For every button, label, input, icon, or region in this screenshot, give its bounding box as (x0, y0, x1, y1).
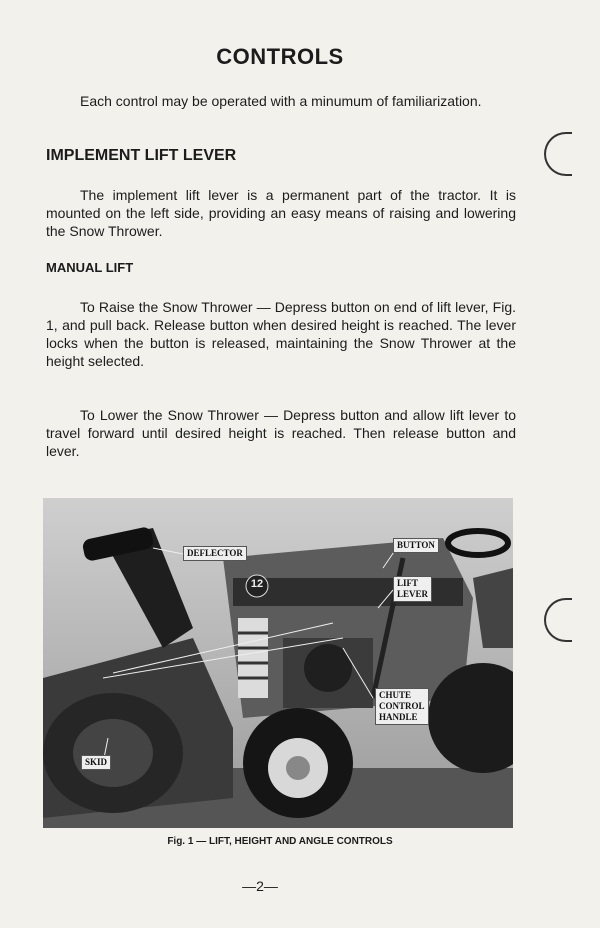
lower-paragraph: To Lower the Snow Thrower — Depress button and allow lift lever to travel forward until desired height is reached. Then release button and lever. (46, 407, 516, 459)
page-number: —2— (242, 878, 278, 894)
chute-label-line3: HANDLE (379, 712, 418, 722)
binding-mark-top (544, 132, 572, 176)
lift-lever-label (393, 576, 432, 602)
section-heading-manual-lift: MANUAL LIFT (46, 260, 134, 275)
figure-photo (43, 498, 513, 828)
lift-lever-label-line2: LEVER (397, 589, 429, 599)
intro-paragraph: Each control may be operated with a minumum of familiarization. (80, 93, 482, 109)
lift-lever-label-line1: LIFT (397, 578, 419, 588)
raise-paragraph: To Raise the Snow Thrower — Depress button on end of lift lever, Fig. 1, and pull back. Release button when desired height is reached. The lever locks when the button is released, maintaining the Snow Thrower at the height selected. (46, 299, 516, 369)
figure-caption: Fig. 1 — LIFT, HEIGHT AND ANGLE CONTROLS (167, 836, 393, 847)
section-heading-implement-lift-lever: IMPLEMENT LIFT LEVER (46, 147, 237, 164)
chute-control-handle-label (375, 688, 429, 725)
binding-mark-bottom (544, 598, 572, 642)
tractor-illustration (43, 498, 513, 828)
implement-lift-lever-paragraph: The implement lift lever is a permanent part of the tractor. It is mounted on the left side, providing an easy means of raising and lowering the Snow Thrower. (46, 187, 516, 239)
skid-label: SKID (81, 755, 111, 770)
chute-label-line1: CHUTE (379, 690, 412, 700)
chute-label-line2: CONTROL (379, 701, 425, 711)
page-title: CONTROLS (216, 44, 344, 69)
deflector-label: DEFLECTOR (183, 546, 247, 561)
button-label: BUTTON (393, 538, 439, 553)
hood-number-badge: 12 (250, 578, 264, 590)
